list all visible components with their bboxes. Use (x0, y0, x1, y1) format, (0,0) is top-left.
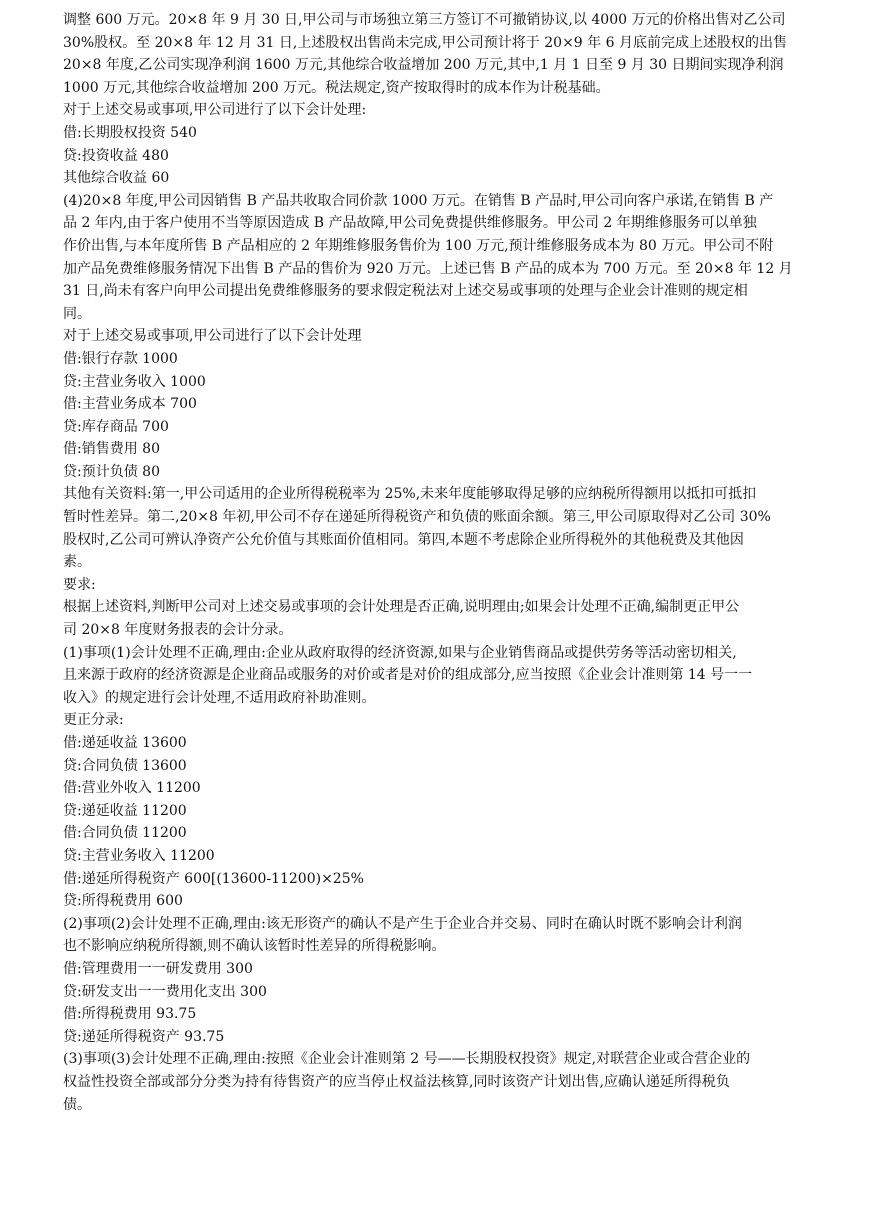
text-line: 更正分录: (63, 712, 124, 729)
text-line: 加产品免费维修服务情况下出售 B 产品的售价为 920 万元。上述已售 B 产品的成本为 700 万元。至 20×8 年 12 月 (63, 260, 793, 277)
text-line: 贷:递延收益 11200 (63, 802, 187, 819)
text-line: 贷:研发支出一一费用化支出 300 (63, 983, 267, 1000)
text-line: 贷:预计负债 80 (63, 463, 160, 480)
text-line: 借:合同负债 11200 (63, 825, 187, 842)
text-line: 债。 (63, 1096, 91, 1113)
document-page (63, 9, 811, 1116)
text-line: 作价出售,与本年度所售 B 产品相应的 2 年期维修服务售价为 100 万元,预计维修服务成本为 80 万元。甲公司不附 (63, 237, 774, 254)
text-line: (4)20×8 年度,甲公司因销售 B 产品共收取合同价款 1000 万元。在销售 B 产品时,甲公司向客户承诺,在销售 B 产 (63, 192, 774, 209)
text-line: (1)事项(1)会计处理不正确,理由:企业从政府取得的经济资源,如果与企业销售商品或提供劳务等活动密切相关, (63, 644, 737, 661)
text-line: 暂时性差异。第二,20×8 年初,甲公司不存在递延所得税资产和负债的账面余额。第三,甲公司原取得对乙公司 30% (63, 509, 771, 526)
text-line: 司 20×8 年度财务报表的会计分录。 (63, 622, 293, 639)
text-line: 对于上述交易或事项,甲公司进行了以下会计处理: (63, 102, 367, 119)
text-line: 借:销售费用 80 (63, 441, 160, 458)
text-line: 1000 万元,其他综合收益增加 200 万元。税法规定,资产按取得时的成本作为计税基础。 (63, 79, 610, 96)
text-line: 20×8 年度,乙公司实现净利润 1600 万元,其他综合收益增加 200 万元,其中,1 月 1 日至 9 月 30 日期间实现净利润 (63, 57, 784, 74)
text-line: 借:所得税费用 93.75 (63, 1006, 197, 1023)
text-line: 同。 (63, 305, 91, 322)
text-line: 借:银行存款 1000 (63, 350, 178, 367)
text-line: 品 2 年内,由于客户使用不当等原因造成 B 产品故障,甲公司免费提供维修服务。甲公司 2 年期维修服务可以单独 (63, 215, 757, 232)
text-line: 30%股权。至 20×8 年 12 月 31 日,上述股权出售尚未完成,甲公司预计将于 20×9 年 6 月底前完成上述股权的出售 (63, 34, 787, 51)
text-line: 31 日,尚未有客户向甲公司提出免费维修服务的要求假定税法对上述交易或事项的处理与企业会计准则的规定相 (63, 283, 748, 300)
text-line: 借:递延所得税资产 600[(13600-11200)×25% (63, 870, 364, 887)
text-line: 借:营业外收入 11200 (63, 780, 201, 797)
text-line: 贷:库存商品 700 (63, 418, 169, 435)
text-line: (2)事项(2)会计处理不正确,理由:该无形资产的确认不是产生于企业合并交易、同时在确认时既不影响会计利润 (63, 915, 742, 932)
text-line: 贷:主营业务收入 1000 (63, 373, 206, 390)
text-line: 收入》的规定进行会计处理,不适用政府补助准则。 (63, 689, 376, 706)
text-line: 贷:合同负债 13600 (63, 757, 187, 774)
text-line: 根据上述资料,判断甲公司对上述交易或事项的会计处理是否正确,说明理由;如果会计处理不正确,编制更正甲公 (63, 599, 740, 616)
text-line: 借:主营业务成本 700 (63, 396, 197, 413)
text-line: 权益性投资全部或部分分类为持有待售资产的应当停止权益法核算,同时该资产计划出售,应确认递延所得税负 (63, 1073, 730, 1090)
text-line: 对于上述交易或事项,甲公司进行了以下会计处理 (63, 328, 362, 345)
text-line: 借:管理费用一一研发费用 300 (63, 960, 253, 977)
text-line: 借:递延收益 13600 (63, 735, 187, 751)
text-line: 贷:所得税费用 600 (63, 893, 183, 910)
text-line: 要求: (63, 576, 96, 593)
text-line: 且来源于政府的经济资源是企业商品或服务的对价或者是对价的组成部分,应当按照《企业会计准则第 14 号一一 (63, 667, 753, 684)
text-line: 借:长期股权投资 540 (63, 124, 197, 141)
text-line: 其他有关资料:第一,甲公司适用的企业所得税税率为 25%,未来年度能够取得足够的应纳税所得额用以抵扣可抵扣 (63, 486, 757, 503)
text-line: 贷:投资收益 480 (63, 147, 169, 164)
text-line: 贷:递延所得税资产 93.75 (63, 1028, 225, 1045)
text-line: 素。 (63, 554, 91, 571)
text-line: 其他综合收益 60 (63, 170, 170, 187)
text-line: 股权时,乙公司可辨认净资产公允价值与其账面价值相同。第四,本题不考虑除企业所得税外的其他税费及其他因 (63, 531, 744, 548)
text-line: 贷:主营业务收入 11200 (63, 847, 215, 864)
text-line: 调整 600 万元。20×8 年 9 月 30 日,甲公司与市场独立第三方签订不可撤销协议,以 4000 万元的价格出售对乙公司 (63, 12, 786, 28)
text-line: 也不影响应纳税所得额,则不确认该暂时性差异的所得税影响。 (63, 938, 446, 955)
text-line: (3)事项(3)会计处理不正确,理由:按照《企业会计准则第 2 号——长期股权投资》规定,对联营企业或合营企业的 (63, 1051, 751, 1068)
